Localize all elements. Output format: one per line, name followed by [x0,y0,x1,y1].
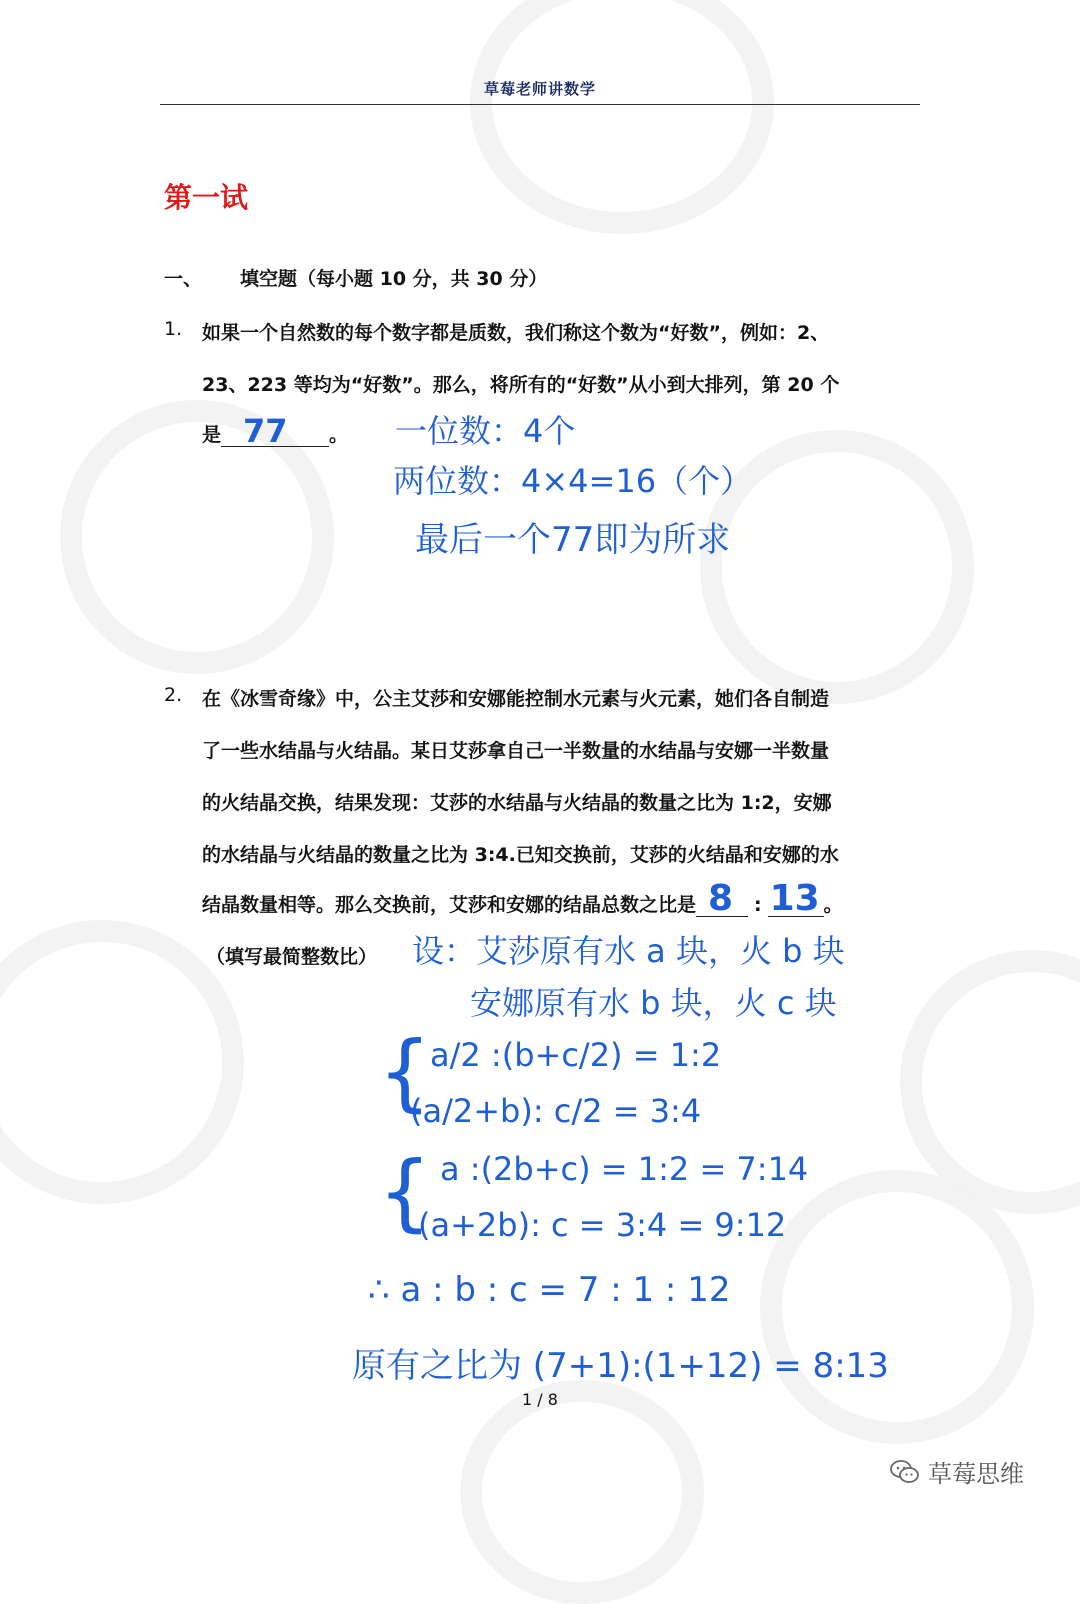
test-title: 第一试 [164,181,249,214]
q2-work-line: a :(2b+c) = 1:2 = 7:14 [440,1150,809,1188]
watermark [460,1380,704,1604]
q1-answer-line [202,412,349,450]
footer-account [890,1454,1024,1489]
q1-number: 1. [164,318,183,340]
q2-colon: : [754,894,762,916]
q1-answer-blank [221,412,329,450]
q2-work-line: a/2 :(b+c/2) = 1:2 [430,1036,722,1074]
q2-work-line: 原有之比为 (7+1):(1+12) = 8:13 [352,1346,889,1386]
q2-number: 2. [164,684,183,706]
q2-answer-line [202,878,843,919]
q2-line: 的火结晶交换，结果发现：艾莎的水结晶与火结晶的数量之比为 1:2，安娜 [202,792,832,814]
page-number: 1 / 8 [522,1390,558,1409]
q2-line: 了一些水结晶与火结晶。某日艾莎拿自己一半数量的水结晶与安娜一半数量 [202,740,830,762]
q1-answer: 77 [243,412,288,450]
q2-work-line: 设：艾莎原有水 a 块，火 b 块 [412,932,845,970]
q2-answer-blank-a [696,878,748,919]
brace-icon: { [378,1143,432,1241]
footer-account-name: 草莓思维 [928,1460,1024,1488]
q2-line-suffix: 。 [823,894,843,916]
header-divider [160,104,920,105]
q2-work-line: 安娜原有水 b 块，火 c 块 [470,984,837,1022]
section-title: 填空题（每小题 10 分，共 30 分） [240,268,548,290]
q2-line: 在《冰雪奇缘》中，公主艾莎和安娜能控制水元素与火元素，她们各自制造 [202,688,830,710]
q2-note: （填写最简整数比） [206,946,378,968]
q1-line-suffix: 。 [329,424,349,446]
brace-icon: { [378,1023,432,1121]
q1-work-line: 一位数：4个 [395,412,576,450]
q1-line: 如果一个自然数的每个数字都是质数，我们称这个数为“好数”，例如：2、 [202,322,830,344]
q2-line-prefix: 结晶数量相等。那么交换前，艾莎和安娜的结晶总数之比是 [202,894,697,916]
q1-line-prefix: 是 [202,424,222,446]
page-header: 草莓老师讲数学 [483,80,596,98]
q2-answer-b: 13 [769,878,820,919]
section-number: 一、 [164,268,203,290]
q2-work-line: ∴ a : b : c = 7 : 1 : 12 [368,1270,731,1310]
q1-work-line: 最后一个77即为所求 [415,520,731,560]
wechat-icon [890,1460,920,1484]
q2-answer-a: 8 [708,878,734,919]
q1-line: 23、223 等均为“好数”。那么，将所有的“好数”从小到大排列，第 20 个 [202,374,840,396]
q2-answer-blank-b [768,878,824,919]
watermark [470,0,774,234]
q2-work-line: (a+2b): c = 3:4 = 9:12 [418,1206,787,1244]
q2-work-line: (a/2+b): c/2 = 3:4 [410,1092,702,1130]
q2-line: 的水结晶与火结晶的数量之比为 3:4.已知交换前，艾莎的火结晶和安娜的水 [202,844,839,866]
q1-work-line: 两位数：4×4=16（个） [393,462,753,500]
section-heading [164,264,547,291]
